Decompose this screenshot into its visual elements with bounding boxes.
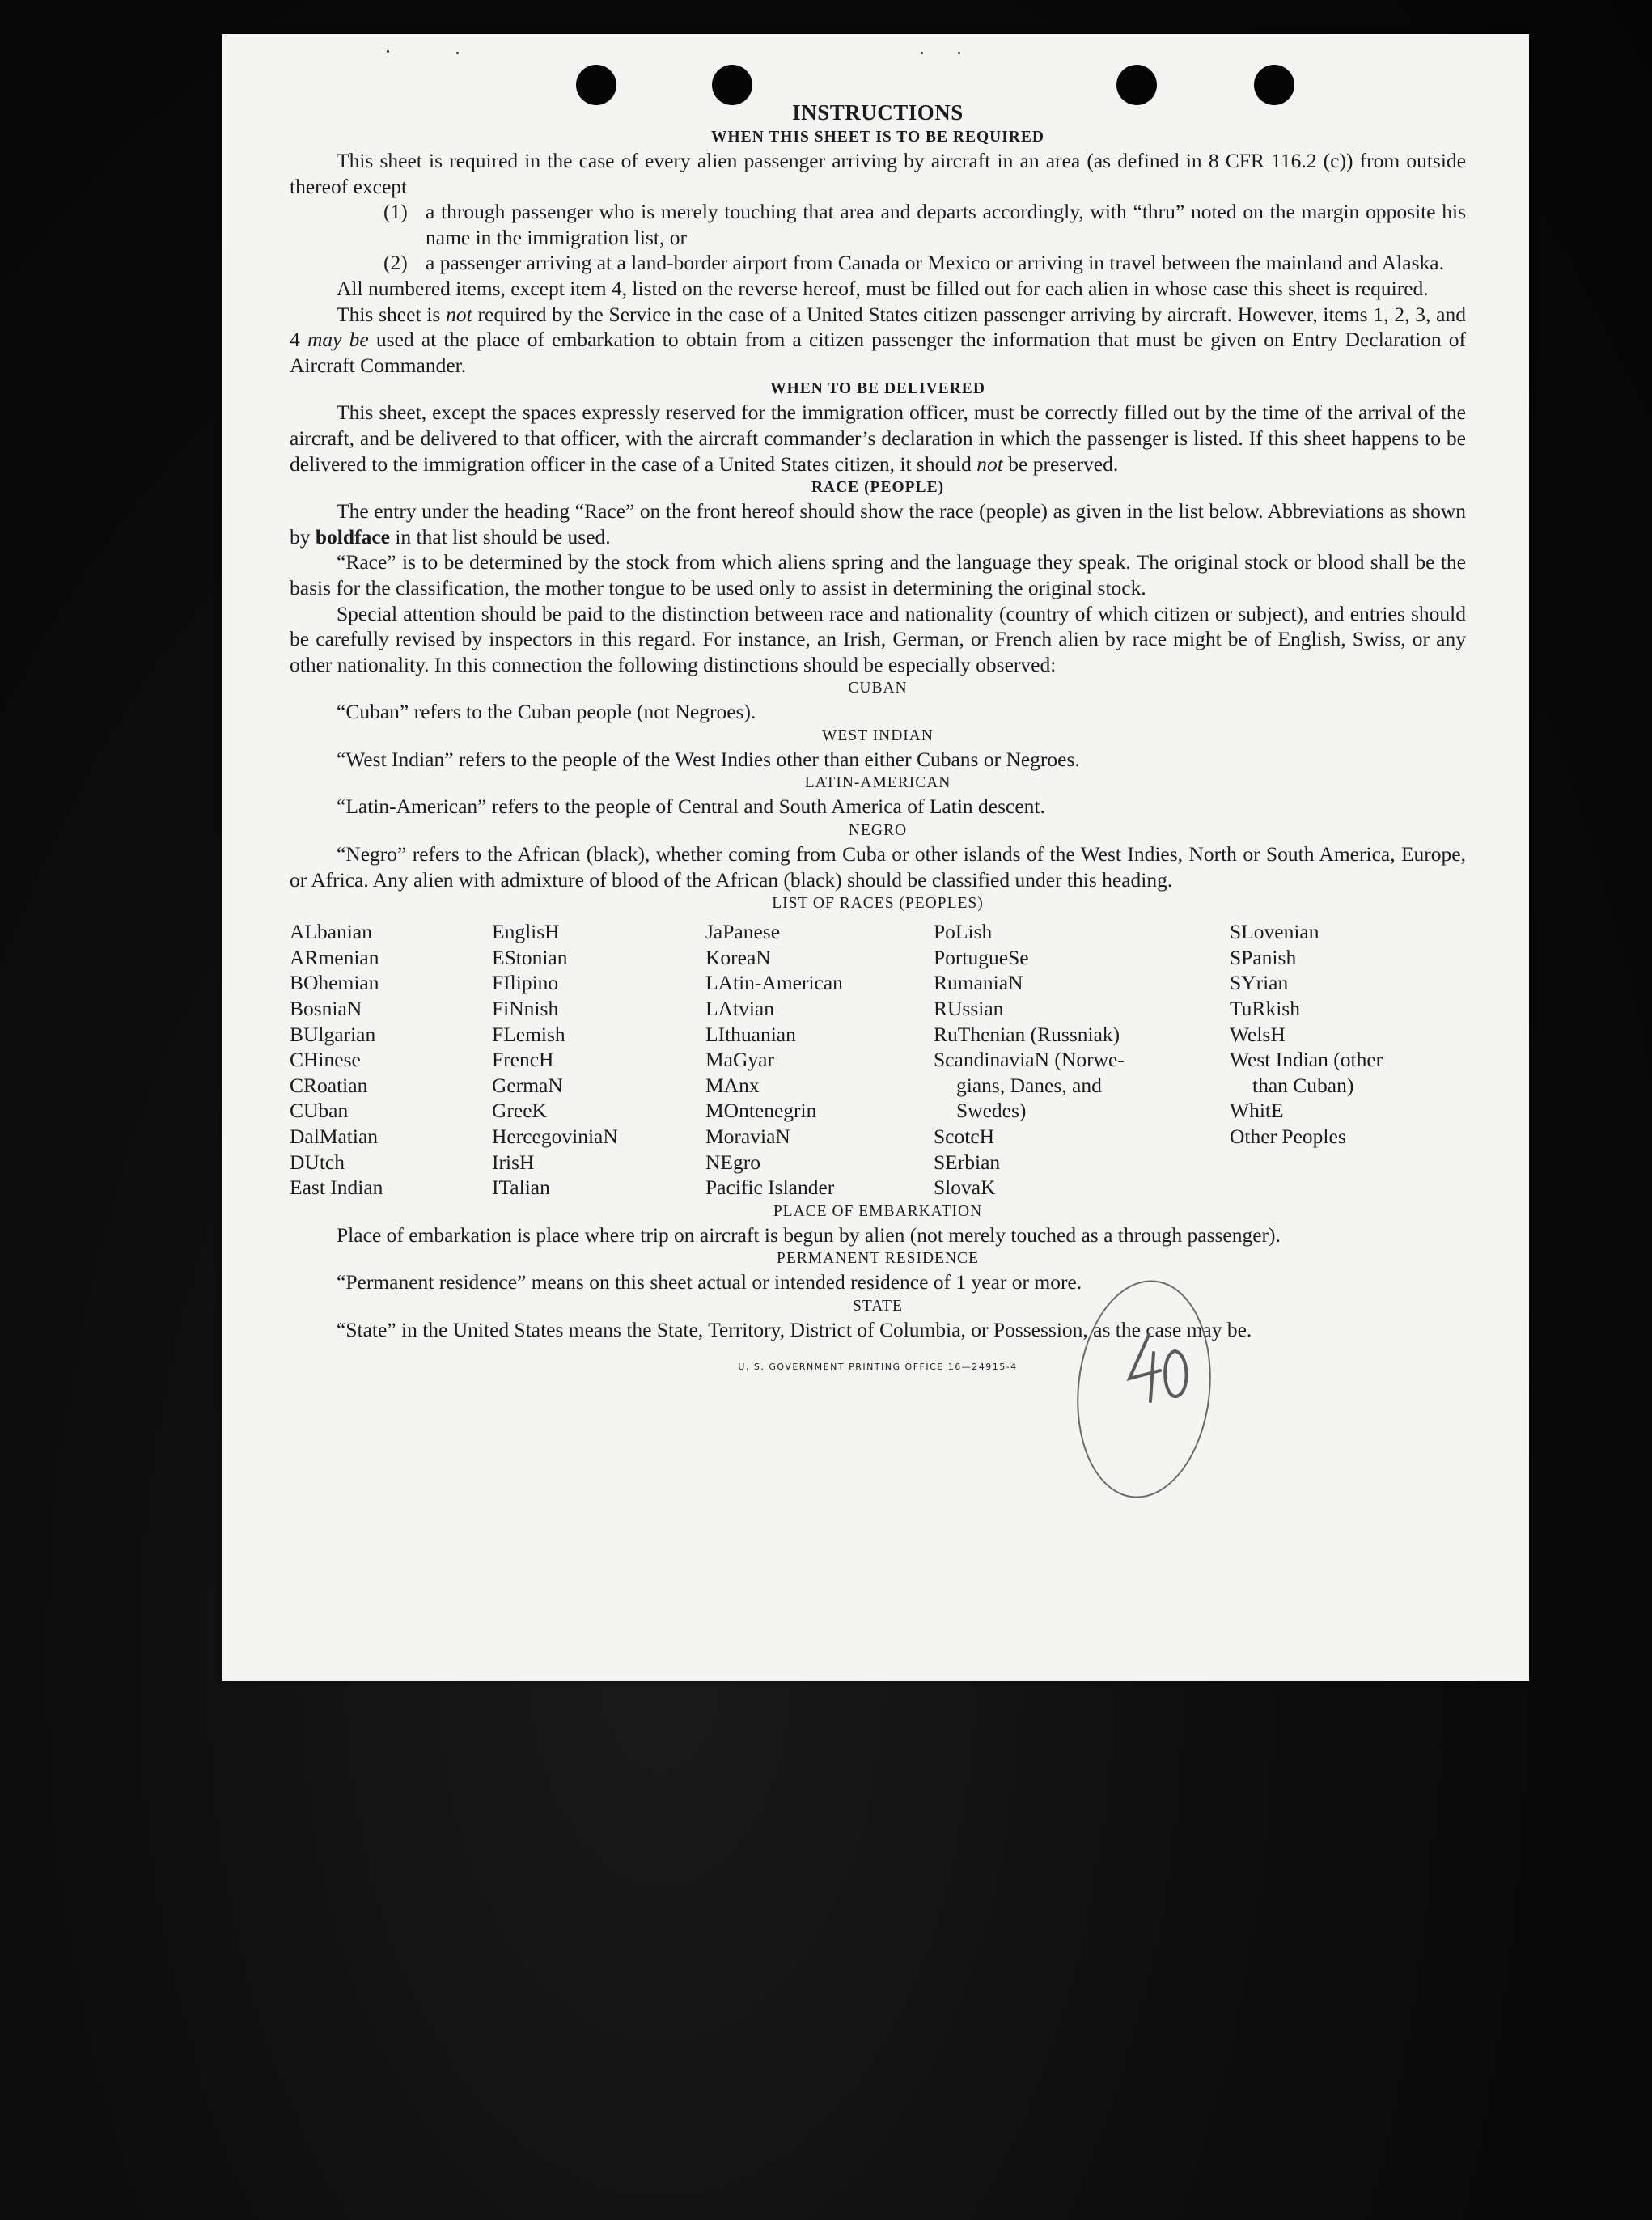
paragraph-citizen [290, 302, 1466, 379]
instruction-sheet [222, 34, 1529, 1681]
speck [456, 52, 459, 54]
race-entry: EnglisH [492, 920, 560, 944]
race-entry: GreeK [492, 1099, 547, 1123]
race-column [705, 919, 934, 1201]
race-entry: NEgro [705, 1150, 760, 1174]
race-column [492, 919, 705, 1201]
heading-latin-american: LATIN-AMERICAN [804, 774, 951, 792]
speck [958, 52, 960, 54]
heading-cuban: CUBAN [848, 680, 908, 697]
race-entry: SErbian [934, 1150, 1001, 1174]
race-entry: ITalian [492, 1176, 550, 1200]
handwritten-mark [1118, 1328, 1199, 1409]
race-entry: PoLish [934, 920, 993, 944]
heading-west-indian: WEST INDIAN [822, 727, 934, 744]
race-entry: ALbanian [290, 920, 372, 944]
exception-text: a through passenger who is merely touching that area and departs accordingly, with “thru” noted on the margin opposite his name in the immigration list, or [426, 200, 1466, 249]
printing-office-imprint: U. S. GOVERNMENT PRINTING OFFICE 16—24915-4 [738, 1361, 1018, 1372]
text-run: This sheet is [337, 302, 447, 326]
paragraph-negro: “Negro” refers to the African (black), whether coming from Cuba or other islands of the West Indies, North or South America, Europe, or Africa. Any alien with admixture of blood of the African (black) should be classified under this heading. [290, 842, 1466, 892]
race-entry: PortugueSe [934, 945, 1029, 969]
race-entry: SLovenian [1230, 920, 1319, 944]
race-entry: CRoatian [290, 1073, 368, 1097]
heading-race: RACE (PEOPLE) [811, 479, 945, 497]
race-entry: FrencH [492, 1048, 554, 1072]
race-entry: ScandinaviaN (Norwe- [934, 1048, 1125, 1072]
text-run-italic: not [446, 302, 472, 326]
text-run: required by the Service in the case of a United States citizen passenger arriving by aircraft. However, items 1, 2, 3, and 4 [290, 302, 1466, 352]
speck [921, 52, 923, 54]
paragraph-permanent-residence: “Permanent residence” means on this sheet actual or intended residence of 1 year or more. [337, 1270, 1082, 1294]
race-entry: LAtvian [705, 997, 774, 1021]
paragraph-embarkation: Place of embarkation is place where trip on aircraft is begun by alien (not merely touched as a through passenger). [337, 1222, 1281, 1247]
race-entry: RUssian [934, 997, 1004, 1021]
speck [387, 50, 389, 53]
exception-number: (2) [383, 251, 408, 275]
paragraph-delivered [290, 400, 1466, 477]
text-run: used at the place of embarkation to obtain from a citizen passenger the information that must be given on Entry Declaration of Aircraft Commander. [290, 328, 1467, 377]
race-entry: EStonian [492, 945, 568, 969]
paragraph-west-indian: “West Indian” refers to the people of the West Indies other than either Cubans or Negroes. [337, 747, 1080, 771]
race-entry: HercegoviniaN [492, 1125, 618, 1148]
race-entry: SlovaK [934, 1176, 996, 1200]
race-entry: ScotcH [934, 1125, 995, 1148]
exception-number: (1) [383, 200, 408, 224]
race-entry: DalMatian [290, 1125, 379, 1148]
race-entry: LAtin-American [705, 971, 843, 995]
text-run-italic: not [976, 451, 1003, 476]
race-entry: WhitE [1230, 1099, 1284, 1123]
heading-when-delivered: WHEN TO BE DELIVERED [770, 380, 985, 398]
race-entry: BosniaN [290, 997, 362, 1021]
race-entry: MAnx [705, 1073, 760, 1097]
race-entry: WelsH [1230, 1022, 1286, 1046]
heading-embarkation: PLACE OF EMBARKATION [773, 1202, 983, 1220]
paragraph-race-1 [290, 498, 1466, 549]
exception-item [290, 250, 1466, 276]
race-entry: SYrian [1230, 971, 1289, 995]
race-entry: East Indian [290, 1176, 383, 1200]
race-entry: LIthuanian [705, 1022, 796, 1046]
race-entry: KoreaN [705, 945, 771, 969]
race-entry: JaPanese [705, 920, 781, 944]
race-entry: CUban [290, 1099, 349, 1123]
race-entry: IrisH [492, 1150, 535, 1174]
race-entry: FLemish [492, 1022, 565, 1046]
race-entry: BOhemian [290, 971, 379, 995]
race-entry: West Indian (other [1230, 1048, 1383, 1072]
heading-permanent-residence: PERMANENT RESIDENCE [777, 1250, 979, 1268]
race-entry: FIlipino [492, 971, 559, 995]
race-entry: ARmenian [290, 945, 379, 969]
race-entry: RuThenian (Russniak) [934, 1022, 1120, 1046]
race-entry: Swedes) [956, 1099, 1027, 1123]
race-entry: Other Peoples [1230, 1125, 1346, 1148]
paragraph-cuban: “Cuban” refers to the Cuban people (not Negroes). [337, 700, 756, 724]
race-entry: GermaN [492, 1073, 563, 1097]
race-list [290, 919, 1466, 1201]
exception-text: a passenger arriving at a land-border airport from Canada or Mexico or arriving in travel between the mainland and Alaska. [426, 251, 1444, 275]
paragraph-numbered-items: All numbered items, except item 4, listed on the reverse hereof, must be filled out for each alien in whose case this sheet is required. [337, 276, 1429, 300]
text-run: in that list should be used. [389, 524, 611, 549]
race-entry: MaGyar [705, 1048, 774, 1072]
race-entry: than Cuban) [1252, 1073, 1354, 1097]
text-run: The entry under the heading “Race” on the front hereof should show the race (people) as given in the list below. Abbreviations as shown by [290, 499, 1466, 549]
race-entry: Pacific Islander [705, 1176, 835, 1200]
race-entry: MOntenegrin [705, 1099, 817, 1123]
paragraph-required-intro: This sheet is required in the case of every alien passenger arriving by aircraft in an area (as defined in 8 CFR 116.2 (c)) from outside thereof except [290, 149, 1466, 198]
paragraph-race-2: “Race” is to be determined by the stock from which aliens spring and the language they speak. The original stock or blood shall be the basis for the classification, the mother tongue to be used only to assist in determining the original stock. [290, 550, 1466, 599]
heading-negro: NEGRO [848, 822, 908, 840]
race-column [934, 919, 1230, 1201]
document-content [290, 99, 1466, 1379]
paragraph-latin-american: “Latin-American” refers to the people of Central and South America of Latin descent. [337, 794, 1045, 819]
text-run-bold: boldface [315, 524, 390, 549]
text-run: This sheet, except the spaces expressly reserved for the immigration officer, must be correctly filled out by the time of the arrival of the aircraft, and be delivered to that officer, with the aircraft commander’s declaration in which the passenger is listed. If this sheet happens to be delivered to the immigration officer in the case of a United States citizen, it should [290, 400, 1466, 476]
race-entry: TuRkish [1230, 997, 1300, 1021]
text-run-italic: may be [307, 328, 369, 352]
race-entry: RumaniaN [934, 971, 1023, 995]
exception-item [290, 199, 1466, 250]
document-title: INSTRUCTIONS [792, 100, 964, 125]
race-column [1230, 919, 1466, 1201]
race-entry: FiNnish [492, 997, 559, 1021]
race-entry: BUlgarian [290, 1022, 376, 1046]
paragraph-state: “State” in the United States means the State, Territory, District of Columbia, or Possession, as the case may be. [337, 1317, 1252, 1341]
paragraph-race-3: Special attention should be paid to the distinction between race and nationality (country of which citizen or subject), and entries should be carefully revised by inspectors in this regard. For instance, an Irish, German, or French alien by race might be of English, Swiss, or any other nationality. In this connection the following distinctions should be especially observed: [290, 601, 1466, 676]
race-entry: CHinese [290, 1048, 361, 1072]
text-run: be preserved. [1002, 451, 1119, 476]
race-column [290, 919, 492, 1201]
race-entry: gians, Danes, and [956, 1073, 1102, 1097]
heading-list-of-races: LIST OF RACES (PEOPLES) [772, 895, 984, 913]
heading-state: STATE [853, 1297, 903, 1315]
race-entry: MoraviaN [705, 1125, 790, 1148]
race-entry: SPanish [1230, 945, 1297, 969]
race-entry: DUtch [290, 1150, 345, 1174]
heading-when-required: WHEN THIS SHEET IS TO BE REQUIRED [711, 129, 1044, 146]
